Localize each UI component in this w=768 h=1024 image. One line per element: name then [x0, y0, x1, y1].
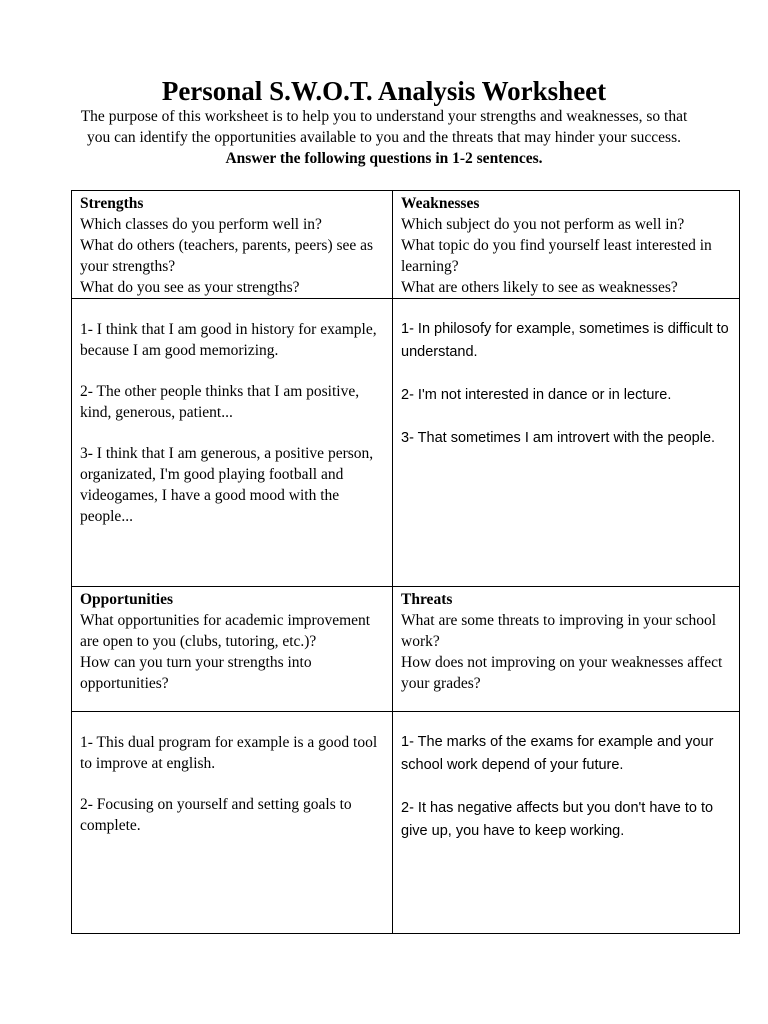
- threats-heading: Threats: [401, 591, 453, 608]
- weaknesses-heading: Weaknesses: [401, 195, 480, 212]
- weaknesses-answer: 2- I'm not interested in dance or in lecture.: [401, 387, 672, 403]
- weaknesses-question: What are others likely to see as weaknesses?: [401, 279, 678, 296]
- opportunities-heading: Opportunities: [80, 591, 174, 608]
- strengths-question-cell: [72, 191, 393, 299]
- opportunities-question-cell: [72, 587, 393, 712]
- intro-paragraph: [70, 106, 698, 169]
- weaknesses-question: Which subject do you not perform as well in?: [401, 216, 685, 233]
- threats-question: What are some threats to improving in your school work?: [401, 612, 717, 650]
- opportunities-answer: 1- This dual program for example is a good tool to improve at english.: [80, 734, 378, 772]
- strengths-question: What do others (teachers, parents, peers) see as your strengths?: [80, 237, 374, 275]
- opportunities-question: How can you turn your strengths into opportunities?: [80, 654, 312, 692]
- strengths-answer: 2- The other people thinks that I am positive, kind, generous, patient...: [80, 383, 360, 421]
- threats-question: How does not improving on your weaknesses affect your grades?: [401, 654, 723, 692]
- swot-table: [71, 190, 740, 934]
- threats-answer: 2- It has negative affects but you don't have to to give up, you have to keep working.: [401, 800, 714, 839]
- opportunities-question: What opportunities for academic improvement are open to you (clubs, tutoring, etc.)?: [80, 612, 371, 650]
- strengths-answer: 1- I think that I am good in history for example, because I am good memorizing.: [80, 321, 377, 359]
- strengths-heading: Strengths: [80, 195, 144, 212]
- threats-answer: 1- The marks of the exams for example and your school work depend of your future.: [401, 734, 714, 773]
- strengths-answer: 3- I think that I am generous, a positive person, organizated, I'm good playing football and videogames, I have a good mood with the people...: [80, 445, 374, 525]
- opportunities-answer-cell[interactable]: [72, 712, 393, 934]
- weaknesses-answer-cell[interactable]: [393, 299, 740, 587]
- threats-answer-cell[interactable]: [393, 712, 740, 934]
- weaknesses-answer: 1- In philosofy for example, sometimes is difficult to understand.: [401, 321, 729, 360]
- strengths-answer-cell[interactable]: [72, 299, 393, 587]
- threats-question-cell: [393, 587, 740, 712]
- page-title: Personal S.W.O.T. Analysis Worksheet: [161, 76, 607, 106]
- weaknesses-answer: 3- That sometimes I am introvert with the people.: [401, 430, 716, 446]
- weaknesses-question: What topic do you find yourself least interested in learning?: [401, 237, 712, 275]
- strengths-question: Which classes do you perform well in?: [80, 216, 322, 233]
- intro-instruction: Answer the following questions in 1-2 sentences.: [225, 150, 543, 167]
- strengths-question: What do you see as your strengths?: [80, 279, 300, 296]
- opportunities-answer: 2- Focusing on yourself and setting goals to complete.: [80, 796, 352, 834]
- weaknesses-question-cell: [393, 191, 740, 299]
- intro-text: The purpose of this worksheet is to help you to understand your strengths and weaknesses, so that you can identify the opportunities available to you and the threats that may hinder your success.: [80, 108, 688, 146]
